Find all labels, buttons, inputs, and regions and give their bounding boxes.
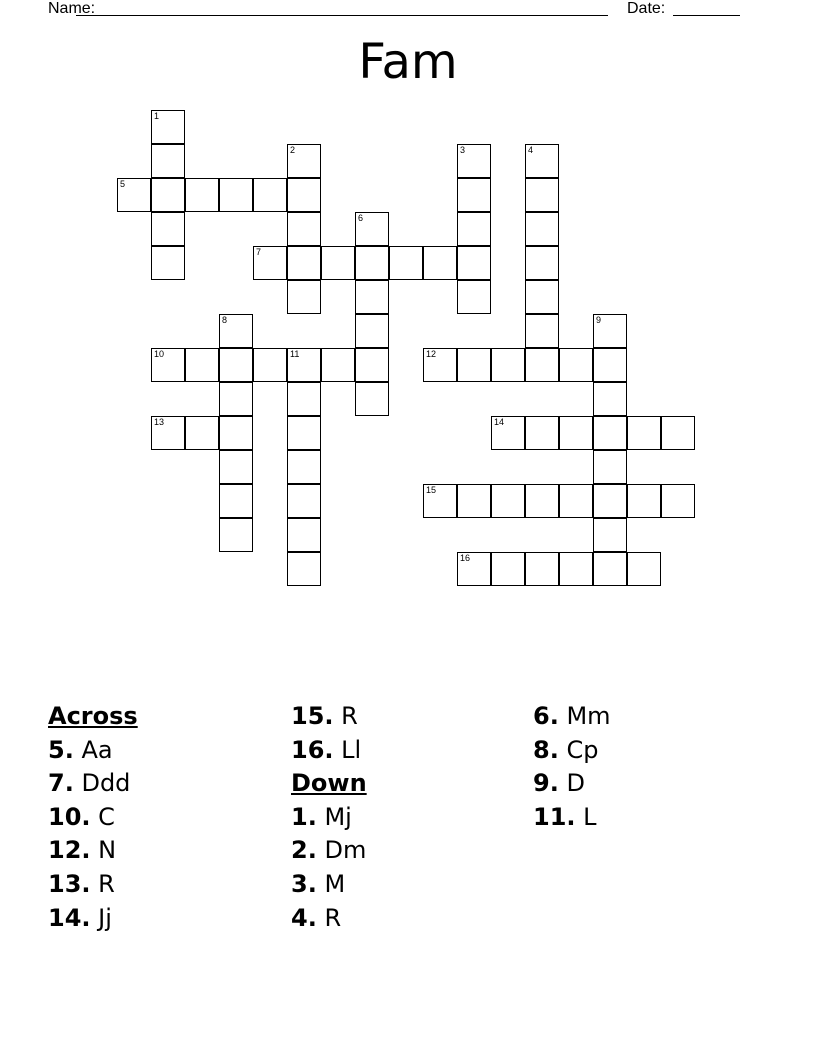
clue-text: D	[566, 769, 585, 798]
clue-column-2	[291, 700, 367, 935]
grid-cell[interactable]	[185, 416, 219, 450]
clue-column-1	[48, 700, 138, 935]
grid-cell[interactable]	[593, 484, 627, 518]
grid-cell[interactable]	[525, 348, 559, 382]
grid-cell[interactable]	[287, 178, 321, 212]
grid-cell[interactable]	[525, 280, 559, 314]
grid-cell[interactable]	[253, 246, 287, 280]
clue-down-9	[533, 767, 611, 801]
grid-cell[interactable]	[661, 416, 695, 450]
grid-cell[interactable]	[355, 246, 389, 280]
grid-cell[interactable]	[457, 178, 491, 212]
clue-column-3	[533, 700, 611, 834]
clue-text: Aa	[81, 735, 113, 764]
grid-cell[interactable]	[525, 178, 559, 212]
cell-number: 8	[222, 315, 228, 325]
cell-number: 1	[154, 111, 160, 121]
grid-cell[interactable]	[321, 246, 355, 280]
grid-cell[interactable]	[457, 246, 491, 280]
clue-text: Ddd	[81, 769, 131, 798]
cell-number: 11	[290, 349, 300, 359]
grid-cell[interactable]	[287, 450, 321, 484]
clue-across-7	[48, 767, 138, 801]
clue-number: 12.	[48, 836, 91, 865]
date-field[interactable]	[673, 15, 740, 16]
grid-cell[interactable]	[219, 518, 253, 552]
grid-cell[interactable]	[627, 416, 661, 450]
grid-cell[interactable]	[559, 348, 593, 382]
grid-cell[interactable]	[355, 280, 389, 314]
grid-cell[interactable]	[151, 348, 185, 382]
clue-text: Mm	[566, 702, 611, 730]
grid-cell[interactable]	[525, 246, 559, 280]
grid-cell[interactable]	[423, 348, 457, 382]
page-title: Fam	[358, 34, 458, 90]
clue-text: C	[98, 802, 115, 831]
cell-number: 7	[256, 247, 262, 257]
grid-cell[interactable]	[287, 518, 321, 552]
cell-number: 10	[154, 349, 165, 359]
grid-cell[interactable]	[627, 552, 661, 586]
grid-cell[interactable]	[287, 348, 321, 382]
grid-cell[interactable]	[219, 314, 253, 348]
grid-cell[interactable]	[219, 450, 253, 484]
cell-number: 16	[460, 553, 471, 563]
grid-cell[interactable]	[525, 416, 559, 450]
clue-number: 13.	[48, 869, 91, 898]
grid-cell[interactable]	[593, 518, 627, 552]
grid-cell[interactable]	[423, 484, 457, 518]
clue-across-5	[48, 734, 138, 768]
grid-cell[interactable]	[355, 212, 389, 246]
clue-text: R	[98, 869, 115, 898]
clue-across-16	[291, 734, 367, 768]
grid-cell[interactable]	[185, 178, 219, 212]
grid-cell[interactable]	[525, 484, 559, 518]
clue-down-6	[533, 700, 611, 734]
across-heading: Across	[48, 702, 138, 730]
grid-cell[interactable]	[491, 348, 525, 382]
clue-down-4	[291, 902, 367, 936]
grid-cell[interactable]	[151, 178, 185, 212]
grid-cell[interactable]	[355, 314, 389, 348]
clue-text: Dm	[324, 836, 367, 865]
grid-cell[interactable]	[457, 484, 491, 518]
clue-number: 14.	[48, 903, 91, 932]
cell-number: 15	[426, 485, 437, 495]
clue-across-13	[48, 868, 138, 902]
grid-cell[interactable]	[151, 416, 185, 450]
grid-cell[interactable]	[661, 484, 695, 518]
cell-number: 6	[358, 213, 364, 223]
clue-across-14	[48, 902, 138, 936]
grid-cell[interactable]	[423, 246, 457, 280]
cell-number: 9	[596, 315, 602, 325]
grid-cell[interactable]	[593, 348, 627, 382]
clue-text: N	[98, 836, 117, 865]
down-heading: Down	[291, 769, 367, 798]
grid-cell[interactable]	[559, 416, 593, 450]
clue-number: 16.	[291, 735, 334, 764]
date-label: Date:	[627, 0, 666, 17]
clue-text: R	[341, 702, 358, 730]
grid-cell[interactable]	[593, 552, 627, 586]
clue-number: 9.	[533, 769, 559, 798]
clue-number: 11.	[533, 802, 576, 831]
cell-number: 12	[426, 349, 437, 359]
grid-cell[interactable]	[457, 212, 491, 246]
grid-cell[interactable]	[287, 484, 321, 518]
clue-across-12	[48, 834, 138, 868]
grid-cell[interactable]	[389, 246, 423, 280]
cell-number: 2	[290, 145, 296, 155]
grid-cell[interactable]	[253, 178, 287, 212]
grid-cell[interactable]	[593, 450, 627, 484]
clue-number: 2.	[291, 836, 317, 865]
clue-text: R	[324, 903, 342, 932]
clue-across-10	[48, 801, 138, 835]
grid-cell[interactable]	[287, 144, 321, 178]
grid-cell[interactable]	[287, 416, 321, 450]
cell-number: 3	[460, 145, 466, 155]
clue-down-3	[291, 868, 367, 902]
clue-number: 8.	[533, 735, 559, 764]
clue-number: 5.	[48, 735, 74, 764]
grid-cell[interactable]	[355, 382, 389, 416]
grid-cell[interactable]	[151, 110, 185, 144]
name-field[interactable]	[76, 15, 608, 16]
grid-cell[interactable]	[219, 484, 253, 518]
cell-number: 5	[120, 179, 126, 189]
grid-cell[interactable]	[457, 280, 491, 314]
grid-cell[interactable]	[627, 484, 661, 518]
clue-down-1	[291, 801, 367, 835]
grid-cell[interactable]	[219, 382, 253, 416]
grid-cell[interactable]	[253, 348, 287, 382]
grid-cell[interactable]	[185, 348, 219, 382]
cell-number: 14	[494, 417, 505, 427]
grid-cell[interactable]	[525, 314, 559, 348]
grid-cell[interactable]	[457, 348, 491, 382]
clue-text: Ll	[341, 735, 362, 764]
clue-number: 4.	[291, 903, 317, 932]
grid-cell[interactable]	[287, 280, 321, 314]
grid-cell[interactable]	[491, 552, 525, 586]
cell-number: 4	[528, 145, 534, 155]
clue-text: Mj	[324, 802, 352, 831]
grid-cell[interactable]	[355, 348, 389, 382]
clue-number: 1.	[291, 802, 317, 831]
grid-cell[interactable]	[151, 144, 185, 178]
grid-cell[interactable]	[457, 144, 491, 178]
grid-cell[interactable]	[525, 552, 559, 586]
grid-cell[interactable]	[287, 212, 321, 246]
clue-number: 7.	[48, 769, 74, 798]
grid-cell[interactable]	[593, 314, 627, 348]
clue-down-2	[291, 834, 367, 868]
header	[0, 0, 816, 22]
grid-cell[interactable]	[525, 144, 559, 178]
grid-cell[interactable]	[219, 178, 253, 212]
grid-cell[interactable]	[491, 484, 525, 518]
grid-cell[interactable]	[321, 348, 355, 382]
grid-cell[interactable]	[559, 484, 593, 518]
grid-cell[interactable]	[219, 348, 253, 382]
grid-cell[interactable]	[151, 212, 185, 246]
grid-cell[interactable]	[457, 552, 491, 586]
grid-cell[interactable]	[287, 246, 321, 280]
grid-cell[interactable]	[491, 416, 525, 450]
clue-text: Jj	[98, 903, 112, 932]
cell-number: 13	[154, 417, 165, 427]
clue-text: L	[583, 802, 597, 831]
clue-number: 3.	[291, 869, 317, 898]
clue-text: M	[324, 869, 346, 898]
grid-cell[interactable]	[287, 382, 321, 416]
grid-cell[interactable]	[219, 416, 253, 450]
clue-number: 15.	[291, 702, 334, 730]
grid-cell[interactable]	[559, 552, 593, 586]
grid-cell[interactable]	[117, 178, 151, 212]
clue-across-15	[291, 700, 367, 734]
name-label: Name:	[48, 0, 96, 17]
grid-cell[interactable]	[525, 212, 559, 246]
clue-number: 6.	[533, 702, 559, 730]
grid-cell[interactable]	[593, 382, 627, 416]
grid-cell[interactable]	[287, 552, 321, 586]
clue-down-8	[533, 734, 611, 768]
grid-cell[interactable]	[151, 246, 185, 280]
clue-text: Cp	[566, 735, 599, 764]
clue-number: 10.	[48, 802, 91, 831]
grid-cell[interactable]	[593, 416, 627, 450]
clue-down-11	[533, 801, 611, 835]
